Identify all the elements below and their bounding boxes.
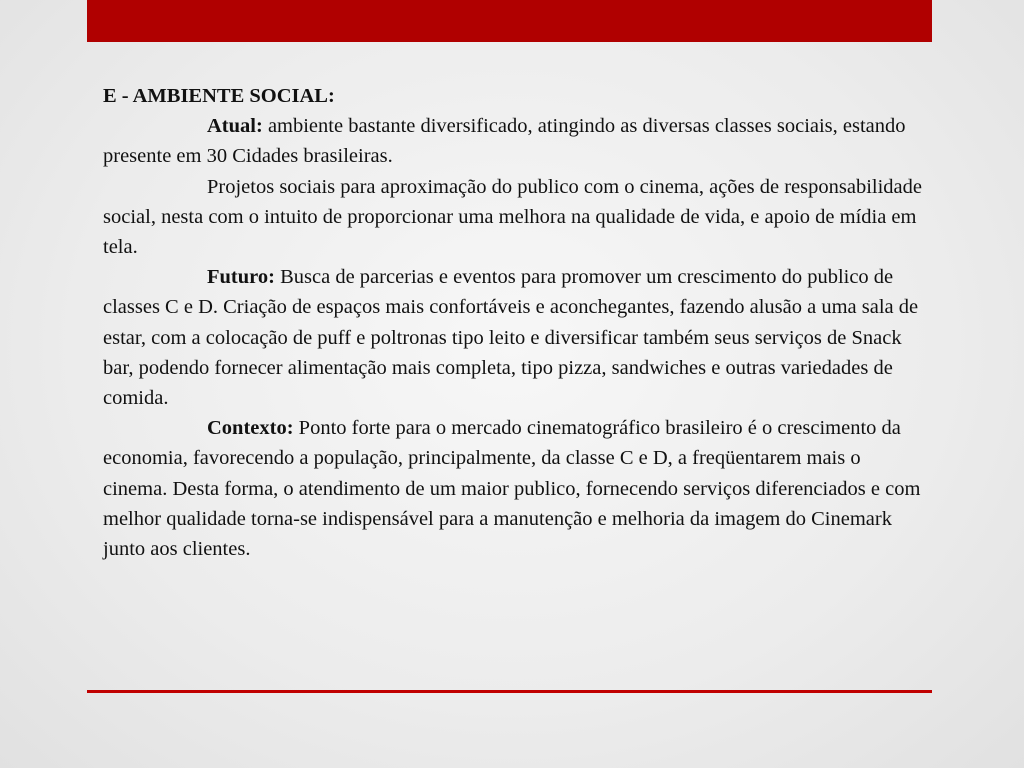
paragraph-futuro [103,262,923,413]
futuro-label: Futuro: [207,266,275,289]
atual-text: ambiente bastante diversificado, atingindo as diversas classes sociais, estando presente em 30 Cidades brasileiras. [103,115,906,168]
slide-heading: E - AMBIENTE SOCIAL: [103,85,335,107]
paragraph-projetos [103,172,923,263]
paragraph-atual [103,111,923,171]
paragraph-contexto [103,413,923,564]
top-accent-bar [87,0,932,42]
atual-label: Atual: [207,115,263,138]
contexto-text: Ponto forte para o mercado cinematográfico brasileiro é o crescimento da economia, favorecendo a população, principalmente, da classe C e D, a freqüentarem mais o cinema. Desta forma, o atendimento de um maior publico, fornecendo serviços diferenciados e com melhor qualidade torna-se indispensável para a manutenção e melhoria da imagem do Cinemark junto aos clientes. [103,417,921,561]
projetos-text: Projetos sociais para aproximação do publico com o cinema, ações de responsabilidade social, nesta com o intuito de proporcionar uma melhora na qualidade de vida, e apoio de mídia em tela. [103,175,922,259]
futuro-text: Busca de parcerias e eventos para promover um crescimento do publico de classes C e D. Criação de espaços mais confortáveis e aconchegantes, fazendo alusão a uma sala de estar, com a colocação de puff e poltronas tipo leito e diversificar também seus serviços de Snack bar, podendo fornecer alimentação mais completa, tipo pizza, sandwiches e outras variedades de comida. [103,266,919,410]
bottom-divider [87,690,932,693]
contexto-label: Contexto: [207,417,294,440]
slide-body [103,81,923,564]
